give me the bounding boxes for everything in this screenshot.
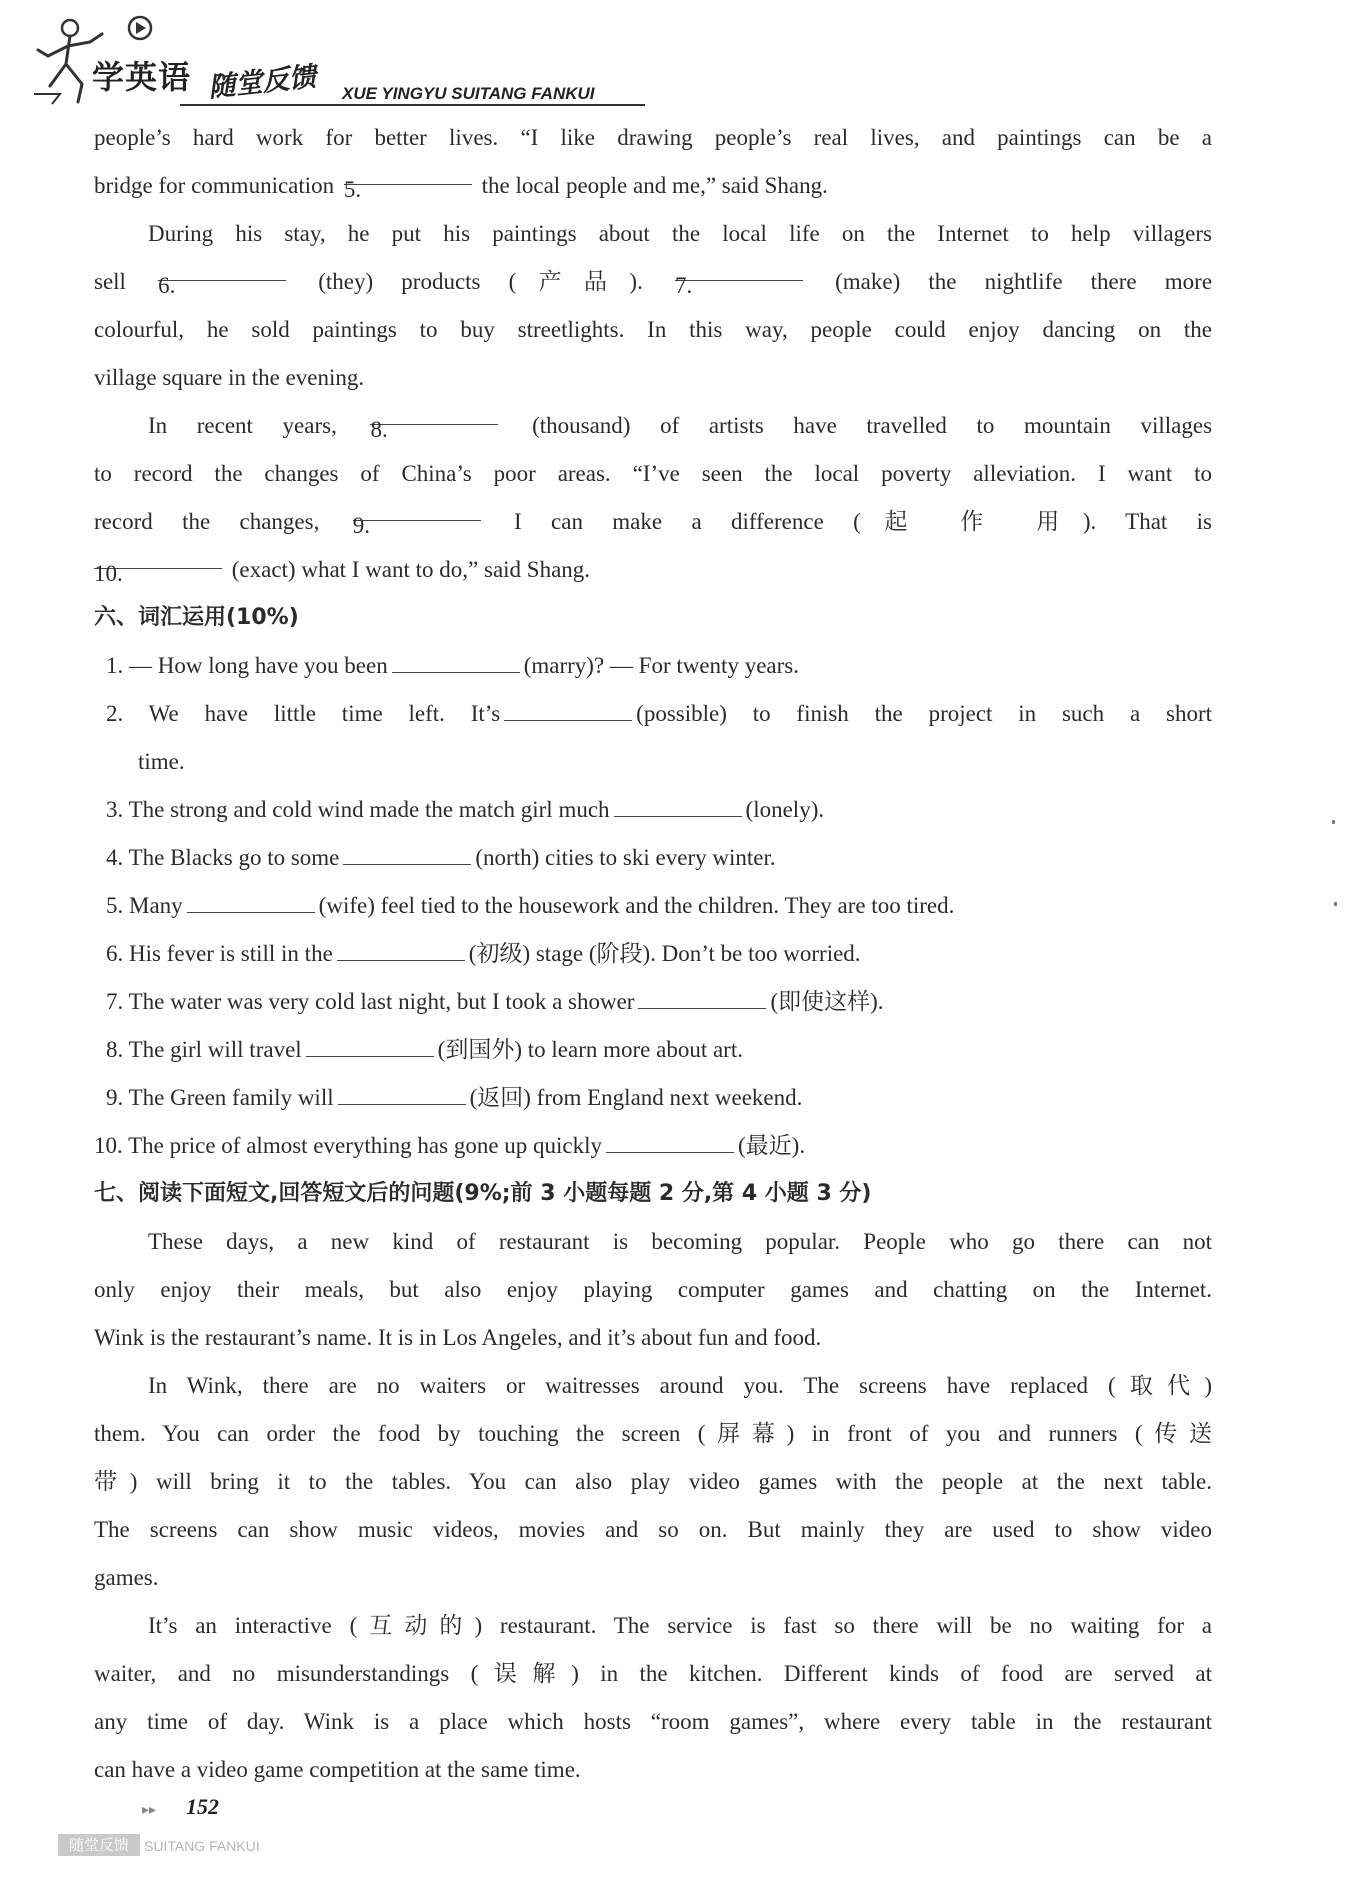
passage-line: village square in the evening.: [94, 365, 365, 390]
answer-blank[interactable]: [638, 986, 766, 1009]
section-title-vocabulary: 六、词汇运用(10%): [94, 605, 299, 630]
answer-blank[interactable]: [187, 890, 315, 913]
answer-blank[interactable]: [504, 698, 632, 721]
question-item-4: 4. The Blacks go to some (north) cities to ski every winter.: [94, 834, 1212, 882]
answer-blank[interactable]: [392, 650, 520, 673]
question-item-2-cont: time.: [138, 749, 185, 774]
reading-line: The screens can show music videos, movies and so on. But mainly they are used to show video: [94, 1517, 1212, 1542]
passage-line: bridge for communication 5. the local people and me,” said Shang.: [94, 162, 1212, 210]
reading-line: only enjoy their meals, but also enjoy playing computer games and chatting on the Internet.: [94, 1277, 1212, 1302]
question-item-9: 9. The Green family will (返回) from England next weekend.: [94, 1074, 1212, 1122]
header-rule: [180, 104, 645, 106]
passage-line: 10. (exact) what I want to do,” said Shang.: [94, 546, 1212, 594]
page-footer: [58, 1794, 358, 1874]
answer-blank-9[interactable]: 9.: [353, 498, 481, 521]
reading-line: In Wink, there are no waiters or waitresses around you. The screens have replaced (取代): [148, 1373, 1212, 1398]
answer-blank-5[interactable]: 5.: [344, 162, 472, 185]
footer-tag: 随堂反馈: [58, 1834, 140, 1856]
reading-line: waiter, and no misunderstandings (误解) in the kitchen. Different kinds of food are served at: [94, 1661, 1212, 1686]
question-item-5: 5. Many (wife) feel tied to the housework and the children. They are too tired.: [94, 882, 1212, 930]
brand-title-cn: 学英语: [92, 58, 192, 96]
passage-line: to record the changes of China’s poor areas. “I’ve seen the local poverty alleviation. I want to: [94, 461, 1212, 486]
answer-blank[interactable]: [614, 794, 742, 817]
answer-blank-10[interactable]: 10.: [94, 546, 222, 569]
answer-blank[interactable]: [343, 842, 471, 865]
section-title-reading: 七、阅读下面短文,回答短文后的问题(9%;前 3 小题每题 2 分,第 4 小题 3 分): [94, 1181, 872, 1206]
reading-line: 带) will bring it to the tables. You can also play video games with the people at the next table.: [94, 1469, 1212, 1494]
question-item-6: 6. His fever is still in the (初级) stage (阶段). Don’t be too worried.: [94, 930, 1212, 978]
answer-blank-7[interactable]: 7.: [675, 258, 803, 281]
answer-blank[interactable]: [337, 938, 465, 961]
question-item-2: 2. We have little time left. It’s (possible) to finish the project in such a short: [94, 690, 1212, 738]
scan-speck: [1334, 902, 1337, 906]
passage-line: In recent years, 8. (thousand) of artists have travelled to mountain villages: [94, 402, 1212, 450]
answer-blank[interactable]: [606, 1130, 734, 1153]
brand-pinyin: XUE YINGYU SUITANG FANKUI: [342, 84, 595, 103]
reading-line: games.: [94, 1565, 159, 1590]
footer-tag-en: SUITANG FANKUI: [144, 1838, 260, 1854]
passage-line: During his stay, he put his paintings about the local life on the Internet to help villagers: [148, 221, 1212, 246]
brand-title-script: 随堂反馈: [206, 61, 318, 104]
answer-blank-8[interactable]: 8.: [370, 402, 498, 425]
question-item-8: 8. The girl will travel (到国外) to learn more about art.: [94, 1026, 1212, 1074]
passage-line: colourful, he sold paintings to buy streetlights. In this way, people could enjoy dancing on the: [94, 317, 1212, 342]
reading-line: Wink is the restaurant’s name. It is in Los Angeles, and it’s about fun and food.: [94, 1325, 822, 1350]
page-header: [30, 14, 650, 106]
reading-line: any time of day. Wink is a place which hosts “room games”, where every table in the restaurant: [94, 1709, 1212, 1734]
passage-line: sell 6. (they) products (产品). 7. (make) the nightlife there more: [94, 258, 1212, 306]
question-item-7: 7. The water was very cold last night, but I took a shower (即使这样).: [94, 978, 1212, 1026]
passage-line: record the changes, 9. I can make a difference (起 作 用). That is: [94, 498, 1212, 546]
reading-line: them. You can order the food by touching the screen (屏幕) in front of you and runners (传送: [94, 1421, 1212, 1446]
reading-line: It’s an interactive (互动的) restaurant. The service is fast so there will be no waiting for a: [148, 1613, 1212, 1638]
answer-blank-6[interactable]: 6.: [158, 258, 286, 281]
question-item-3: 3. The strong and cold wind made the match girl much (lonely).: [94, 786, 1212, 834]
page-number: 152: [186, 1794, 219, 1819]
scan-speck: [1332, 820, 1335, 824]
reading-line: These days, a new kind of restaurant is becoming popular. People who go there can not: [148, 1229, 1212, 1254]
answer-blank[interactable]: [338, 1082, 466, 1105]
reading-line: can have a video game competition at the same time.: [94, 1757, 581, 1782]
answer-blank[interactable]: [306, 1034, 434, 1057]
passage-line: people’s hard work for better lives. “I like drawing people’s real lives, and paintings can be a: [94, 125, 1212, 150]
double-arrow-icon: ▸▸: [142, 1802, 157, 1818]
worksheet-content: [94, 114, 1212, 1794]
question-item-1: 1. — How long have you been (marry)? — For twenty years.: [94, 642, 1212, 690]
question-item-10: 10. The price of almost everything has gone up quickly (最近).: [94, 1122, 1212, 1170]
